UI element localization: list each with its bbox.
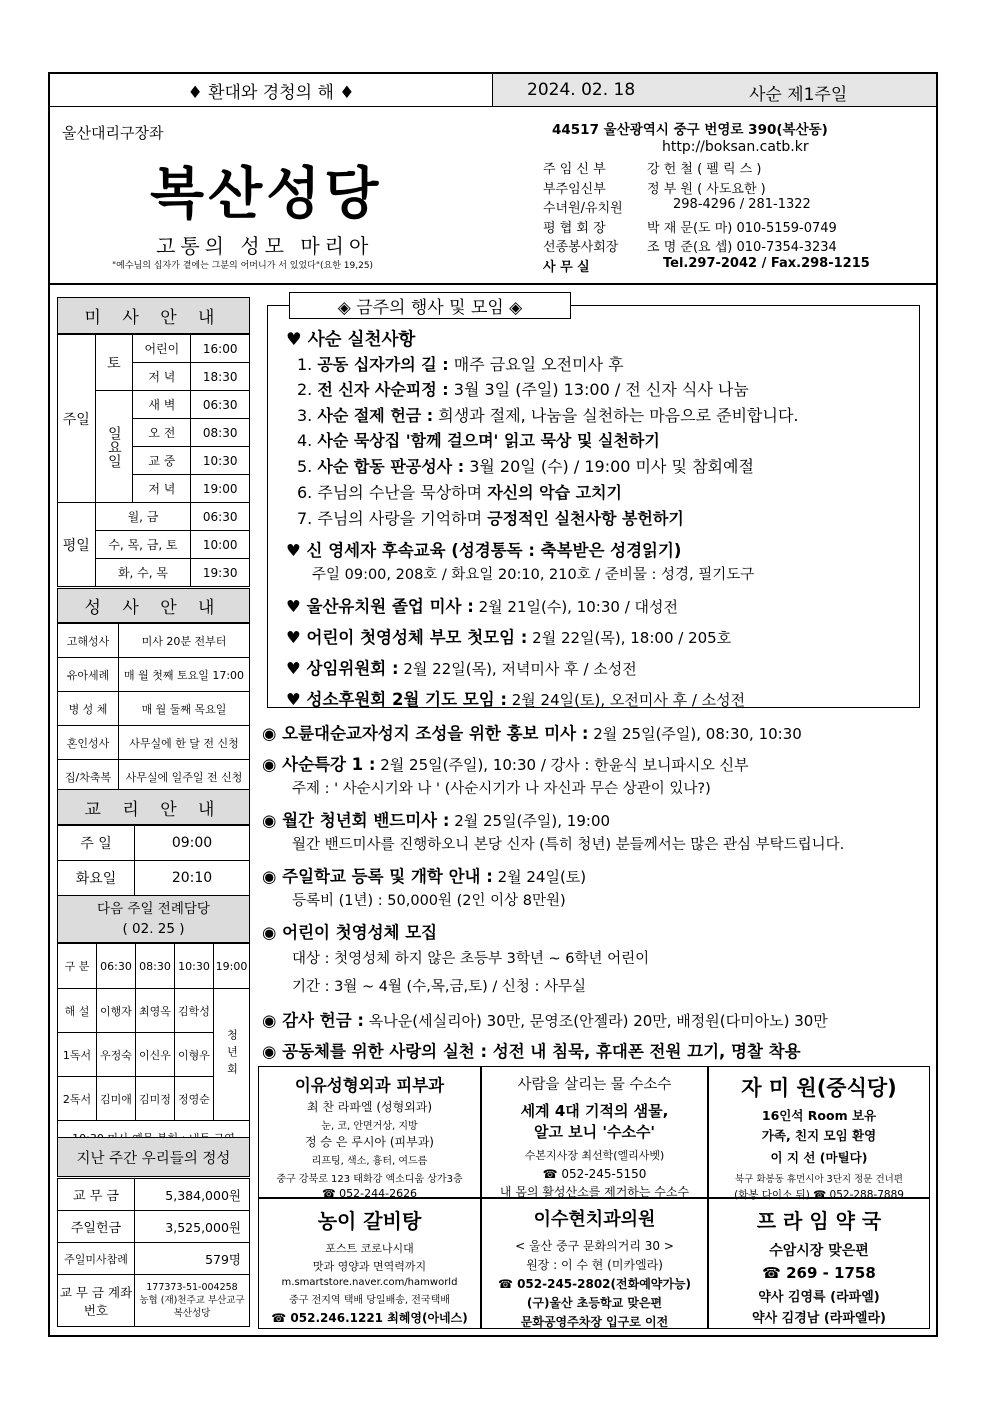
mass-days: 화, 수, 목: [95, 559, 191, 587]
liturgy-person: 이형우: [175, 1033, 214, 1077]
lent-item: 7. 주님의 사랑을 기억하며 긍정적인 실천사항 봉헌하기: [297, 509, 684, 528]
liturgy-header: 08:30: [136, 944, 175, 989]
liturgy-date: ( 02. 25 ): [122, 921, 185, 937]
liturgy-person: 김미정: [136, 1077, 175, 1121]
mass-name: 저 녁: [133, 475, 191, 503]
lent-item: 2. 전 신자 사순피정 : 3월 3일 (주일) 13:00 / 전 신자 식사 나눔: [297, 380, 749, 399]
liturgy-header: 19:00: [214, 944, 250, 989]
offering-name: 주일미사참례: [58, 1243, 135, 1275]
mass-name: 새 벽: [133, 391, 191, 419]
catechism-day: 주 일: [58, 826, 135, 861]
liturgy-header: 06:30: [97, 944, 136, 989]
notice-subline: 대상 : 첫영성체 하지 않은 초등부 3학년 ~ 6학년 어린이: [292, 951, 650, 967]
sacrament-desc: 사무실에 한 달 전 신청: [119, 726, 250, 760]
sacrament-desc: 매 월 둘째 목요일: [119, 692, 250, 726]
ad-pharmacy: 프 라 임 약 국 수암시장 맞은편 ☎ 269 - 1758 약사 김영륵 (라파엘) 약사 김경남 (라파엘라): [708, 1198, 930, 1329]
offering-name: 교 무 금: [58, 1179, 135, 1211]
date-week-bar: [493, 74, 936, 106]
contact-row: 부주임신부 정 부 원 ( 사도요한 ): [543, 181, 766, 197]
notice-subline: 월간 밴드미사를 진행하오니 본당 신자 (특히 청년) 분들께서는 많은 관심 부탁드립니다.: [292, 837, 845, 853]
notice-subline: 등록비 (1년) : 50,000원 (2인 이상 8만원): [292, 893, 566, 909]
sacrament-name: 집/차축복: [58, 760, 119, 794]
liturgy-person: 우정숙: [97, 1033, 136, 1077]
liturgy-role: 1독서: [58, 1033, 97, 1077]
issue-date: 2024. 02. 18: [527, 80, 636, 100]
contact-row: 사 무 실 Tel.297-2042 / Fax.298-1215: [543, 255, 870, 275]
diocese-label: 울산대리구장좌: [62, 124, 164, 142]
liturgy-role: 2독서: [58, 1077, 97, 1121]
mass-time: 16:00: [191, 335, 250, 363]
patron-title: 고통의 성모 마리아: [156, 234, 374, 258]
notice-subline: 주제 : ' 사순시기와 나 ' (사순시기가 나 자신과 무슨 상관이 있나?): [292, 781, 711, 797]
sacrament-desc: 매 월 첫째 토요일 17:00: [119, 658, 250, 692]
liturgy-title: 다음 주일 전례담당: [97, 901, 210, 917]
notice-subline: 기간 : 3월 ~ 4월 (수,목,금,토) / 신청 : 사무실: [292, 979, 586, 995]
catechism-time: 20:10: [135, 861, 250, 896]
account-bank: 농협 (재)천주교 부산교구 복산성당: [139, 1295, 245, 1319]
liturgy-table: [57, 943, 250, 1155]
event-item: ♥ 울산유치원 졸업 미사 : 2월 21일(수), 10:30 / 대성전: [286, 597, 678, 616]
contact-row: 주 임 신 부 강 헌 철 ( 펠 릭 스 ): [543, 162, 762, 177]
ad-water: 사람을 살리는 물 수소수 세계 4대 기적의 샘물, 알고 보니 '수소수' 수본지사장 최선학(엘리사벳) ☎ 052-245-5150 내 몸의 활성산소를 제거하는 수소수: [481, 1066, 708, 1198]
event-item: ♥ 성소후원회 2월 기도 모임 : 2월 24일(토), 오전미사 후 / 소성전: [286, 690, 746, 709]
catechism-day: 화요일: [58, 861, 135, 896]
top-bar: [50, 74, 936, 107]
ad-galbitang: 농이 갈비탕 포스트 코로나시대 맛과 영양과 면역력까지 m.smartstore.naver.com/hamworld 중구 전지역 택배 당일배송, 전국택배 ☎ 052.246.1221 최혜영(아네스): [258, 1198, 481, 1329]
contact-row: 수녀원/유치원 298-4296 / 281-1322: [543, 197, 811, 216]
contact-list: [543, 158, 893, 275]
offering-value: 579명: [135, 1243, 250, 1275]
church-name: 복산성당: [150, 161, 383, 227]
notice-item: ◉ 공동체를 위한 사랑의 실천 : 성전 내 침묵, 휴대폰 전원 끄기, 명찰 착용: [262, 1042, 801, 1061]
liturgy-person: 김학성: [175, 989, 214, 1033]
mass-time: 10:30: [191, 447, 250, 475]
offering-value: 5,384,000원: [135, 1179, 250, 1211]
mass-time: 08:30: [191, 419, 250, 447]
offering-name: 주일헌금: [58, 1211, 135, 1243]
church-address: 44517 울산광역시 중구 번영로 390(복산동): [552, 122, 828, 138]
mass-section-title: 미 사 안 내: [57, 297, 250, 334]
mass-sub-sat: 토: [95, 335, 133, 391]
liturgy-person: 이신우: [136, 1033, 175, 1077]
mass-days: 월, 금: [95, 503, 191, 531]
mass-sub-sun: 일요일: [95, 391, 133, 503]
lent-title: ♥ 사순 실천사항: [286, 330, 416, 350]
lent-item: 5. 사순 합동 판공성사 : 3월 20일 (수) / 19:00 미사 및 참회예절: [297, 457, 754, 476]
liturgy-person: 이행자: [97, 989, 136, 1033]
ad-dental: 이수현치과의원 < 울산 중구 문화의거리 30 > 원장 : 이 수 현 (미카엘라) ☎ 052-245-2802(전화예약가능) (구)울산 초등학교 맞은편 문화공영주차장 입구로 이전: [481, 1198, 708, 1329]
sacrament-name: 병 성 체: [58, 692, 119, 726]
lent-item: 4. 사순 묵상집 '함께 걸으며' 읽고 묵상 및 실천하기: [297, 431, 660, 450]
notice-item: ◉ 감사 헌금 : 옥나운(세실리아) 30만, 문영조(안젤라) 20만, 배정원(다미아노) 30만: [262, 1011, 828, 1030]
account-number: 177373-51-004258: [146, 1282, 238, 1293]
offering-value: 3,525,000원: [135, 1211, 250, 1243]
year-motto: ♦ 환대와 경청의 해 ♦: [50, 74, 493, 106]
event-subline: 주일 09:00, 208호 / 화요일 20:10, 210호 / 준비물 : 성경, 필기도구: [312, 567, 755, 583]
sacrament-name: 혼인성사: [58, 726, 119, 760]
mass-group-weekday: 평일: [58, 503, 96, 587]
contact-row: 선종봉사회장 조 명 준(요 셉) 010-7354-3234: [543, 240, 837, 255]
church-url[interactable]: http://boksan.catb.kr: [662, 139, 809, 155]
sacrament-desc: 미사 20분 전부터: [119, 624, 250, 658]
liturgy-person: 최영옥: [136, 989, 175, 1033]
mass-name: 어린이: [133, 335, 191, 363]
notice-item: ◉ 사순특강 1 : 2월 25일(주일), 10:30 / 강사 : 한윤식 보니파시오 신부: [262, 755, 749, 774]
catechism-time: 09:00: [135, 826, 250, 861]
sacrament-name: 유아세례: [58, 658, 119, 692]
liturgy-youth: 청년회: [214, 989, 250, 1121]
sacrament-section-title: 성 사 안 내: [57, 588, 250, 623]
mass-days: 수, 목, 금, 토: [95, 531, 191, 559]
liturgy-role: 해 설: [58, 989, 97, 1033]
liturgy-person: 김미애: [97, 1077, 136, 1121]
lent-item: 6. 주님의 수난을 묵상하며 자신의 악습 고치기: [297, 483, 622, 502]
lent-item: 3. 사순 절제 헌금 : 희생과 절제, 나눔을 실천하는 마음으로 준비합니다.: [297, 406, 799, 425]
notice-item: ◉ 월간 청년회 밴드미사 : 2월 25일(주일), 19:00: [262, 811, 611, 830]
sacrament-table: [57, 623, 250, 794]
mass-group-weekend: 주일: [58, 335, 96, 503]
event-item: ♥ 신 영세자 후속교육 (성경통독 : 축복받은 성경읽기): [286, 541, 682, 560]
liturgy-header: 구 분: [58, 944, 97, 989]
mass-schedule-table: [57, 334, 250, 587]
catechism-section-title: 교 리 안 내: [57, 789, 250, 825]
notice-item: ◉ 어린이 첫영성체 모집: [262, 923, 438, 942]
mass-time: 19:00: [191, 475, 250, 503]
ad-clinic: 이유성형외과 피부과 최 찬 라파엘 (성형외과) 눈, 코, 안면거상, 지방 정 승 은 루시아 (피부과) 리프팅, 색소, 흉터, 여드름 중구 강북로 123 태화강 엑소디움 상가3층 ☎ 052-244-2626: [258, 1066, 481, 1198]
mass-name: 교 중: [133, 447, 191, 475]
liturgical-week: 사순 제1주일: [749, 85, 848, 105]
mass-time: 10:00: [191, 531, 250, 559]
mass-time: 19:30: [191, 559, 250, 587]
sacrament-desc: 사무실에 일주일 전 신청: [119, 760, 250, 794]
offering-section-title: 지난 주간 우리들의 정성: [57, 1137, 250, 1177]
notice-item: ◉ 주일학교 등록 및 개학 안내 : 2월 24일(토): [262, 867, 587, 886]
mass-time: 06:30: [191, 503, 250, 531]
lent-item: 1. 공동 십자가의 길 : 매주 금요일 오전미사 후: [297, 355, 624, 374]
event-item: ♥ 어린이 첫영성체 부모 첫모임 : 2월 22일(목), 18:00 / 205호: [286, 628, 732, 647]
mass-time: 06:30: [191, 391, 250, 419]
contact-row: 평 협 회 장 박 재 문(도 마) 010-5159-0749: [543, 220, 837, 236]
event-item: ♥ 상임위원회 : 2월 22일(목), 저녁미사 후 / 소성전: [286, 659, 637, 678]
account-label: 교 무 금 계좌번호: [58, 1275, 135, 1327]
mass-name: 저 녁: [133, 363, 191, 391]
sacrament-name: 고해성사: [58, 624, 119, 658]
bible-quote: "예수님의 십자가 곁에는 그분의 어머니가 서 있었다"(요한 19,25): [112, 261, 374, 271]
catechism-table: [57, 825, 250, 896]
events-title: ◈ 금주의 행사 및 모임 ◈: [289, 292, 571, 319]
mass-time: 18:30: [191, 363, 250, 391]
liturgy-section-title: [57, 895, 250, 943]
ad-restaurant: 자 미 원(중식당) 16인석 Room 보유 가족, 친지 모임 환영 이 지 선 (마틸다) 북구 화봉동 휴먼시아 3단지 정문 건너편 (화봉 다이소 뒤) ☎ 052-288-7889: [708, 1066, 930, 1198]
liturgy-person: 정영순: [175, 1077, 214, 1121]
offering-table: [57, 1178, 250, 1327]
header-divider: [50, 283, 936, 285]
mass-name: 오 전: [133, 419, 191, 447]
notice-item: ◉ 오륜대순교자성지 조성을 위한 홍보 미사 : 2월 25일(주일), 08:30, 10:30: [262, 724, 802, 743]
liturgy-header: 10:30: [175, 944, 214, 989]
